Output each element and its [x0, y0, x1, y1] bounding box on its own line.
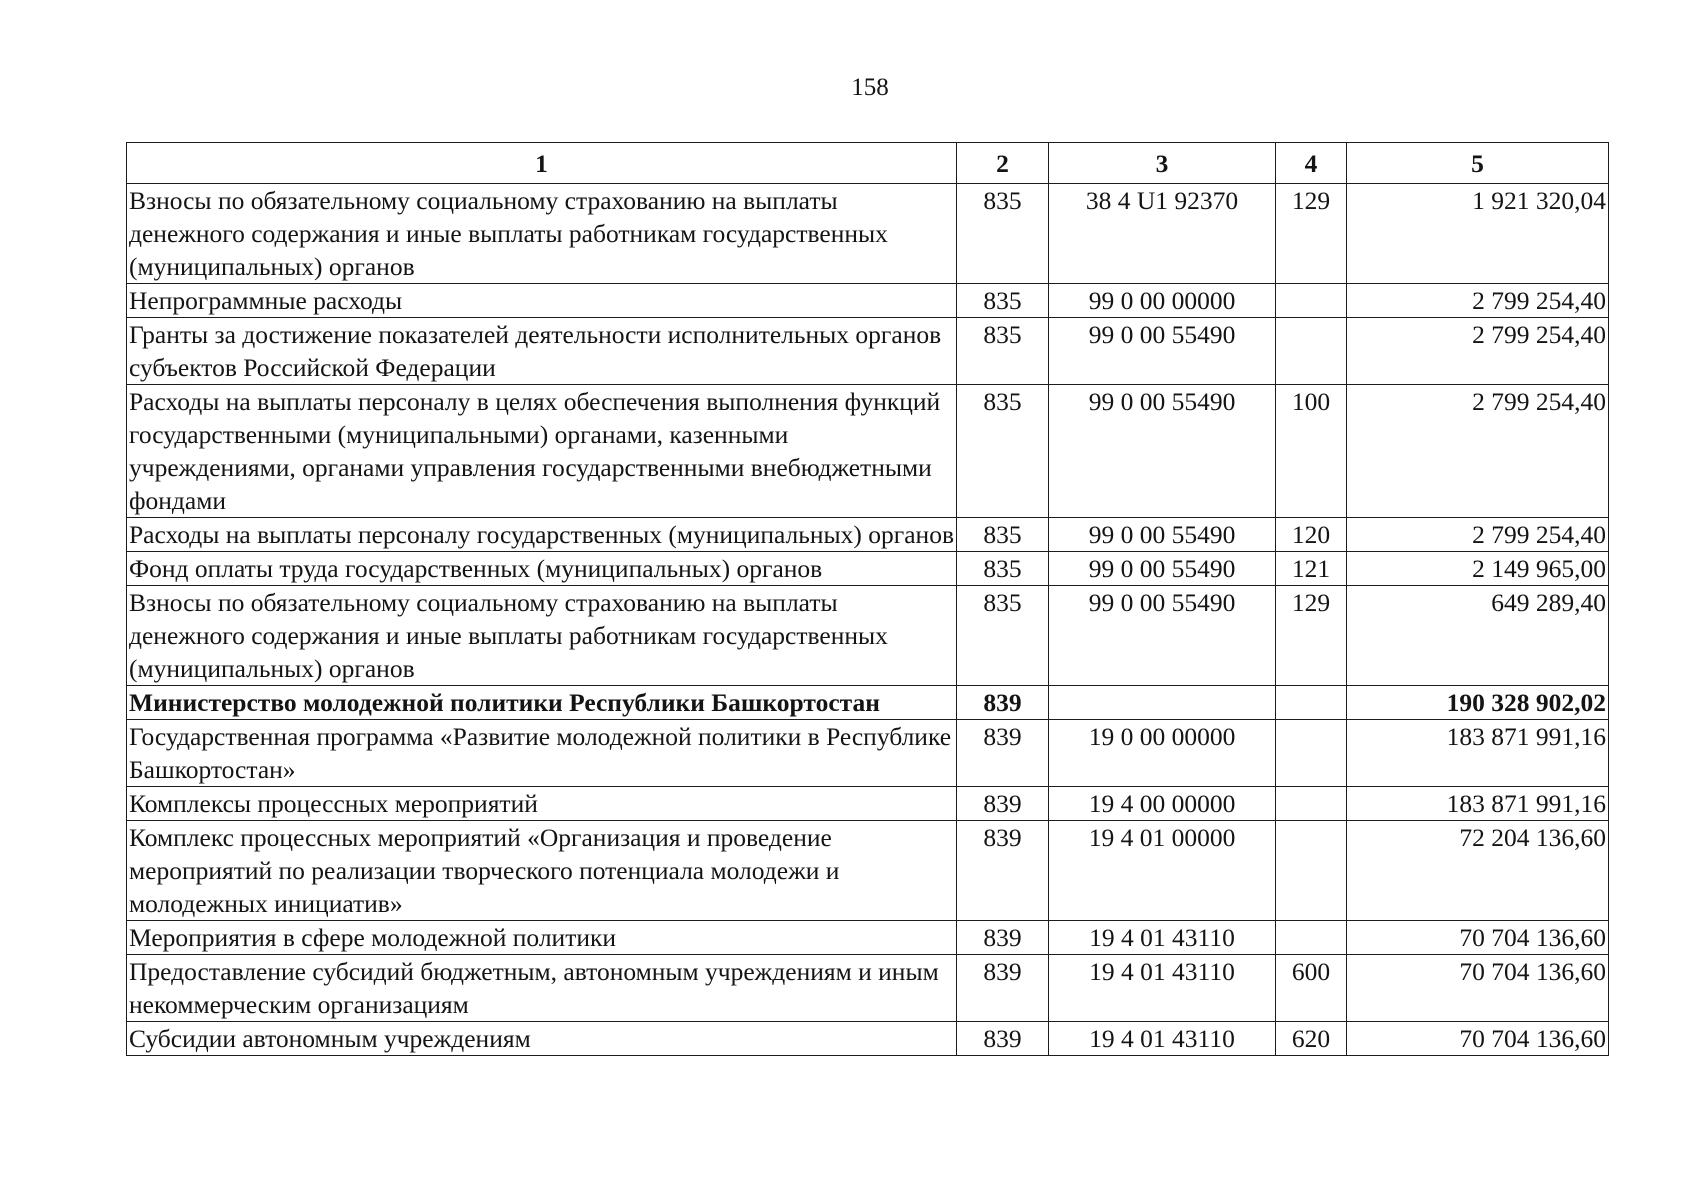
table-row [127, 385, 1609, 518]
amount-cell: 70 704 136,60 [1347, 921, 1609, 955]
target-code-cell: 19 4 00 00000 [1049, 787, 1276, 821]
expense-type-cell [1276, 318, 1347, 385]
expense-type-cell: 129 [1276, 586, 1347, 686]
row-name-cell: Непрограммные расходы [127, 284, 957, 318]
ministry-code-cell: 835 [957, 184, 1049, 284]
row-name-cell: Комплексы процессных мероприятий [127, 787, 957, 821]
target-code-cell: 38 4 U1 92370 [1049, 184, 1276, 284]
table-row [127, 821, 1609, 921]
expense-type-cell: 121 [1276, 552, 1347, 586]
amount-cell: 183 871 991,16 [1347, 720, 1609, 787]
table-row [127, 552, 1609, 586]
expense-type-cell: 129 [1276, 184, 1347, 284]
target-code-cell [1049, 686, 1276, 720]
table-row [127, 586, 1609, 686]
table-row [127, 921, 1609, 955]
expense-type-cell [1276, 787, 1347, 821]
row-name-cell: Министерство молодежной политики Республики Башкортостан [127, 686, 957, 720]
row-name-cell: Расходы на выплаты персоналу в целях обеспечения выполнения функций государственными (муниципальными) органами, казенными учреждениями, органами управления государственными внебюджетными фондами [127, 385, 957, 518]
target-code-cell: 99 0 00 55490 [1049, 318, 1276, 385]
target-code-cell: 99 0 00 55490 [1049, 518, 1276, 552]
column-header: 4 [1276, 143, 1347, 184]
column-header: 1 [127, 143, 957, 184]
amount-cell: 2 799 254,40 [1347, 284, 1609, 318]
ministry-code-cell: 835 [957, 552, 1049, 586]
column-header: 3 [1049, 143, 1276, 184]
amount-cell: 70 704 136,60 [1347, 1022, 1609, 1056]
amount-cell: 649 289,40 [1347, 586, 1609, 686]
amount-cell: 190 328 902,02 [1347, 686, 1609, 720]
row-name-cell: Взносы по обязательному социальному страхованию на выплаты денежного содержания и иные выплаты работникам государственных (муниципальных) органов [127, 184, 957, 284]
target-code-cell: 99 0 00 55490 [1049, 385, 1276, 518]
ministry-code-cell: 835 [957, 586, 1049, 686]
target-code-cell: 99 0 00 00000 [1049, 284, 1276, 318]
expense-type-cell [1276, 921, 1347, 955]
ministry-code-cell: 839 [957, 720, 1049, 787]
ministry-code-cell: 839 [957, 686, 1049, 720]
amount-cell: 72 204 136,60 [1347, 821, 1609, 921]
ministry-code-cell: 835 [957, 385, 1049, 518]
expense-type-cell [1276, 686, 1347, 720]
column-header: 5 [1347, 143, 1609, 184]
table-body [127, 184, 1609, 1056]
table-header-row [127, 143, 1609, 184]
row-name-cell: Комплекс процессных мероприятий «Организация и проведение мероприятий по реализации творческого потенциала молодежи и молодежных инициатив» [127, 821, 957, 921]
expense-type-cell [1276, 284, 1347, 318]
amount-cell: 1 921 320,04 [1347, 184, 1609, 284]
table-row [127, 1022, 1609, 1056]
row-name-cell: Гранты за достижение показателей деятельности исполнительных органов субъектов Российской Федерации [127, 318, 957, 385]
expense-type-cell: 100 [1276, 385, 1347, 518]
row-name-cell: Субсидии автономным учреждениям [127, 1022, 957, 1056]
table-row [127, 518, 1609, 552]
table-row [127, 318, 1609, 385]
table-row [127, 184, 1609, 284]
row-name-cell: Взносы по обязательному социальному страхованию на выплаты денежного содержания и иные выплаты работникам государственных (муниципальных) органов [127, 586, 957, 686]
ministry-code-cell: 839 [957, 921, 1049, 955]
column-header: 2 [957, 143, 1049, 184]
expense-type-cell: 620 [1276, 1022, 1347, 1056]
amount-cell: 70 704 136,60 [1347, 955, 1609, 1022]
target-code-cell: 19 4 01 43110 [1049, 955, 1276, 1022]
amount-cell: 2 799 254,40 [1347, 518, 1609, 552]
table-row [127, 284, 1609, 318]
page-number: 158 [851, 74, 889, 101]
expense-type-cell: 600 [1276, 955, 1347, 1022]
ministry-code-cell: 839 [957, 787, 1049, 821]
ministry-code-cell: 835 [957, 318, 1049, 385]
table-row [127, 955, 1609, 1022]
table-row [127, 787, 1609, 821]
amount-cell: 183 871 991,16 [1347, 787, 1609, 821]
expense-type-cell [1276, 720, 1347, 787]
amount-cell: 2 799 254,40 [1347, 318, 1609, 385]
row-name-cell: Государственная программа «Развитие молодежной политики в Республике Башкортостан» [127, 720, 957, 787]
ministry-code-cell: 839 [957, 1022, 1049, 1056]
target-code-cell: 19 0 00 00000 [1049, 720, 1276, 787]
row-name-cell: Предоставление субсидий бюджетным, автономным учреждениям и иным некоммерческим организациям [127, 955, 957, 1022]
row-name-cell: Расходы на выплаты персоналу государственных (муниципальных) органов [127, 518, 957, 552]
row-name-cell: Мероприятия в сфере молодежной политики [127, 921, 957, 955]
expense-type-cell [1276, 821, 1347, 921]
target-code-cell: 99 0 00 55490 [1049, 586, 1276, 686]
table-row [127, 686, 1609, 720]
table-row [127, 720, 1609, 787]
amount-cell: 2 799 254,40 [1347, 385, 1609, 518]
ministry-code-cell: 835 [957, 518, 1049, 552]
row-name-cell: Фонд оплаты труда государственных (муниципальных) органов [127, 552, 957, 586]
amount-cell: 2 149 965,00 [1347, 552, 1609, 586]
target-code-cell: 19 4 01 00000 [1049, 821, 1276, 921]
ministry-code-cell: 839 [957, 955, 1049, 1022]
expense-type-cell: 120 [1276, 518, 1347, 552]
target-code-cell: 99 0 00 55490 [1049, 552, 1276, 586]
target-code-cell: 19 4 01 43110 [1049, 1022, 1276, 1056]
target-code-cell: 19 4 01 43110 [1049, 921, 1276, 955]
ministry-code-cell: 839 [957, 821, 1049, 921]
budget-table [126, 142, 1609, 1056]
ministry-code-cell: 835 [957, 284, 1049, 318]
